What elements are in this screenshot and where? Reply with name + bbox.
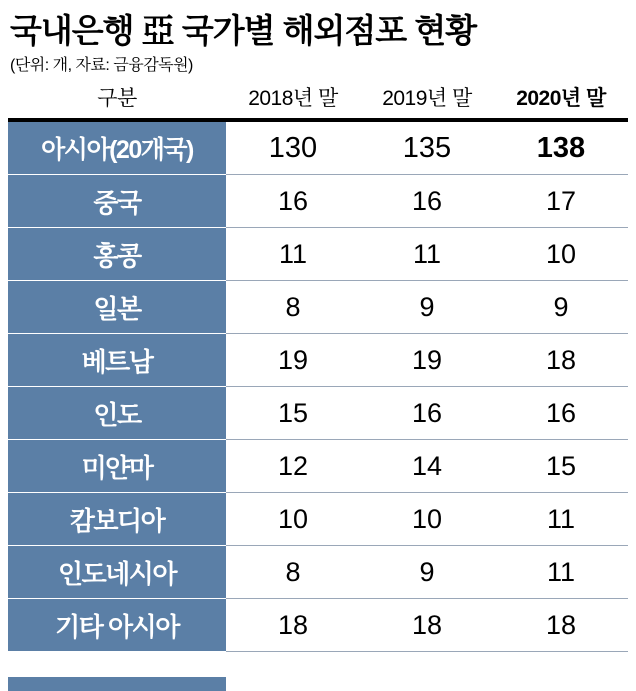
cell-2019: 10 xyxy=(360,493,494,546)
cell-2020: 15 xyxy=(494,440,628,493)
cell-2019: 9 xyxy=(360,281,494,334)
cell-2020: 10 xyxy=(494,228,628,281)
table-body xyxy=(8,122,628,652)
cell-2018: 19 xyxy=(226,334,360,387)
cell-2019: 16 xyxy=(360,387,494,440)
row-label: 아시아(20개국) xyxy=(8,122,226,175)
cell-2019: 16 xyxy=(360,175,494,228)
cell-2020: 16 xyxy=(494,387,628,440)
table-row xyxy=(8,440,628,493)
cell-2018: 8 xyxy=(226,281,360,334)
table-row xyxy=(8,281,628,334)
cell-2020: 9 xyxy=(494,281,628,334)
table-row xyxy=(8,493,628,546)
row-label: 인도 xyxy=(8,387,226,440)
cell-2020: 18 xyxy=(494,599,628,652)
cell-2018: 11 xyxy=(226,228,360,281)
overseas-branches-table xyxy=(8,79,628,653)
cell-2020: 138 xyxy=(494,122,628,175)
cell-2019: 14 xyxy=(360,440,494,493)
label-column-bottom-extension xyxy=(8,677,226,691)
cell-2020: 17 xyxy=(494,175,628,228)
row-label: 캄보디아 xyxy=(8,493,226,546)
cell-2018: 8 xyxy=(226,546,360,599)
table-row xyxy=(8,387,628,440)
table-row xyxy=(8,599,628,652)
table-row xyxy=(8,175,628,228)
cell-2019: 11 xyxy=(360,228,494,281)
row-label: 인도네시아 xyxy=(8,546,226,599)
page-title: 국내은행 亞 국가별 해외점포 현황 xyxy=(10,12,477,49)
cell-2019: 9 xyxy=(360,546,494,599)
row-label: 미얀마 xyxy=(8,440,226,493)
table-row xyxy=(8,122,628,175)
table-header-row xyxy=(8,79,628,118)
row-label: 기타 아시아 xyxy=(8,599,226,652)
column-header-2020: 2020년 말 xyxy=(516,86,606,110)
cell-2018: 10 xyxy=(226,493,360,546)
table-row xyxy=(8,228,628,281)
column-header-2018: 2018년 말 xyxy=(248,86,338,110)
cell-2018: 18 xyxy=(226,599,360,652)
row-label: 중국 xyxy=(8,175,226,228)
cell-2019: 19 xyxy=(360,334,494,387)
cell-2018: 16 xyxy=(226,175,360,228)
cell-2019: 18 xyxy=(360,599,494,652)
cell-2018: 15 xyxy=(226,387,360,440)
column-header-2019: 2019년 말 xyxy=(382,86,472,110)
row-label: 베트남 xyxy=(8,334,226,387)
unit-source-note: (단위: 개, 자료: 금융감독원) xyxy=(10,56,193,74)
cell-2020: 18 xyxy=(494,334,628,387)
cell-2019: 135 xyxy=(360,122,494,175)
table-row xyxy=(8,334,628,387)
column-header-category: 구분 xyxy=(97,86,137,110)
row-label: 홍콩 xyxy=(8,228,226,281)
cell-2018: 130 xyxy=(226,122,360,175)
cell-2018: 12 xyxy=(226,440,360,493)
table-row xyxy=(8,546,628,599)
cell-2020: 11 xyxy=(494,546,628,599)
row-label: 일본 xyxy=(8,281,226,334)
cell-2020: 11 xyxy=(494,493,628,546)
